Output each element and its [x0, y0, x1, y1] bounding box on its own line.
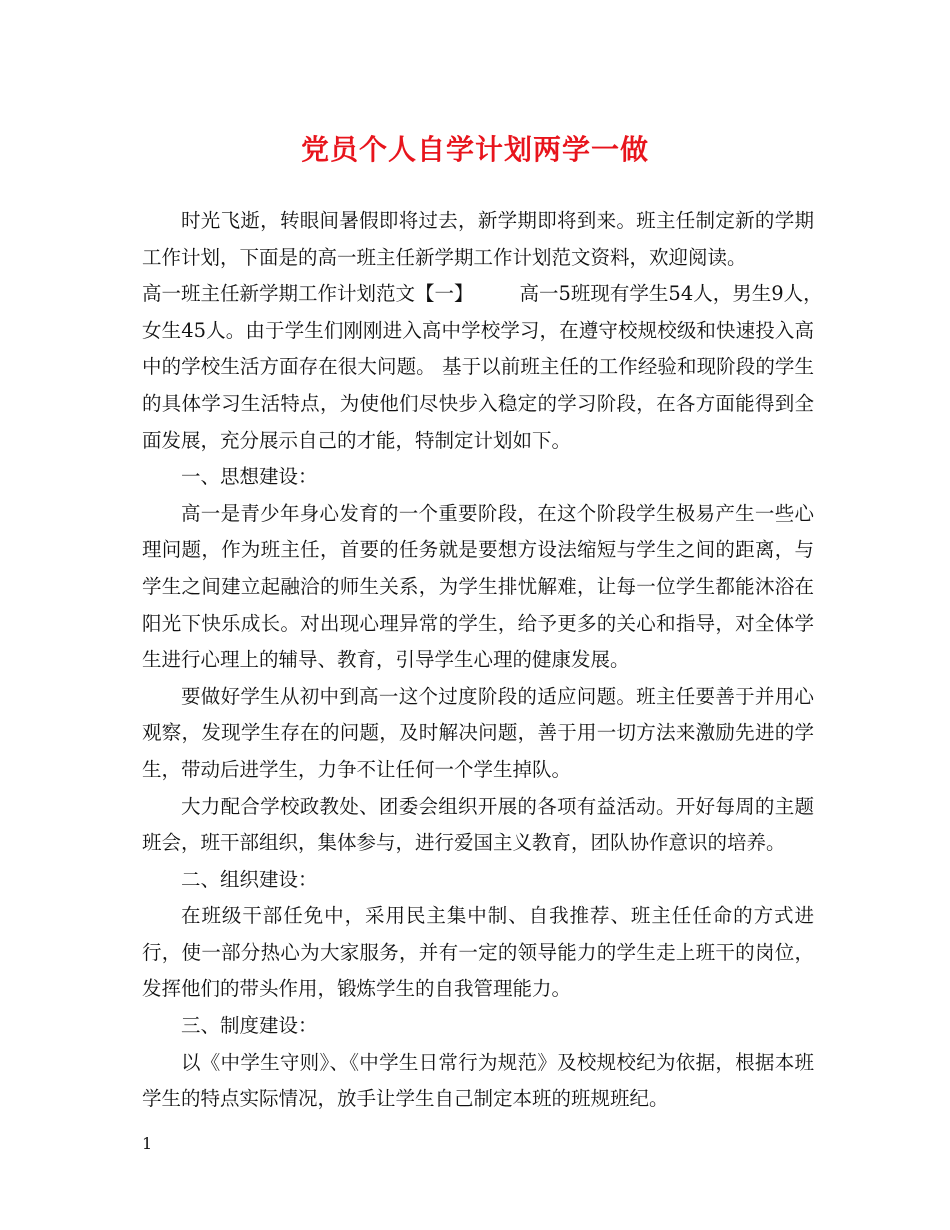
thought-paragraph-1: 高一是青少年身心发育的一个重要阶段，在这个阶段学生极易产生一些心理问题，作为班主任，首要的任务就是要想方设法缩短与学生之间的距离，与学生之间建立起融洽的师生关系，为学生排忧解难，让每一位学生都能沐浴在阳光下快乐成长。对出现心理异常的学生，给予更多的关心和指导，对全体学生进行心理上的辅导、教育，引导学生心理的健康发展。: [142, 501, 814, 672]
section-heading-organization: 二、组织建设：: [181, 867, 318, 891]
thought-paragraph-3: 大力配合学校政教处、团委会组织开展的各项有益活动。开好每周的主题班会，班干部组织，集体参与，进行爱国主义教育，团队协作意识的培养。: [142, 794, 814, 855]
section-heading-system: 三、制度建设：: [181, 1014, 318, 1038]
plan-subtitle: 高一班主任新学期工作计划范文【一】: [142, 282, 474, 306]
document-body: [142, 203, 823, 1118]
document-title: 党员个人自学计划两学一做: [300, 133, 649, 166]
intro-paragraph: 时光飞逝，转眼间暑假即将过去，新学期即将到来。班主任制定新的学期工作计划，下面是的高一班主任新学期工作计划范文资料，欢迎阅读。: [142, 209, 814, 269]
thought-paragraph-2: 要做好学生从初中到高一这个过度阶段的适应问题。班主任要善于并用心观察，发现学生存在的问题，及时解决问题，善于用一切方法来激励先进的学生，带动后进学生，力争不让任何一个学生掉队。: [142, 684, 814, 781]
class-info-paragraph: 女生45人。由于学生们刚刚进入高中学校学习，在遵守校规校级和快速投入高中的学校生活方面存在很大问题。 基于以前班主任的工作经验和现阶段的学生的具体学习生活特点，为使他们尽快步入稳定的学习阶段，在各方面能得到全面发展，充分展示自己的才能，特制定计划如下。: [142, 318, 814, 452]
plan-subtitle-line: [142, 276, 823, 313]
page-number: 1: [142, 1134, 153, 1153]
system-paragraph: 以《中学生守则》、《中学生日常行为规范》及校规校纪为依据，根据本班学生的特点实际情况，放手让学生自己制定本班的班规班纪。: [142, 1050, 814, 1111]
class-info-first-line: 高一5班现有学生54人，男生9人，: [519, 282, 823, 306]
section-heading-thought: 一、思想建设：: [181, 465, 318, 489]
organization-paragraph: 在班级干部任免中，采用民主集中制、自我推荐、班主任任命的方式进行，使一部分热心为大家服务，并有一定的领导能力的学生走上班干的岗位，发挥他们的带头作用，锻炼学生的自我管理能力。: [142, 904, 814, 1001]
